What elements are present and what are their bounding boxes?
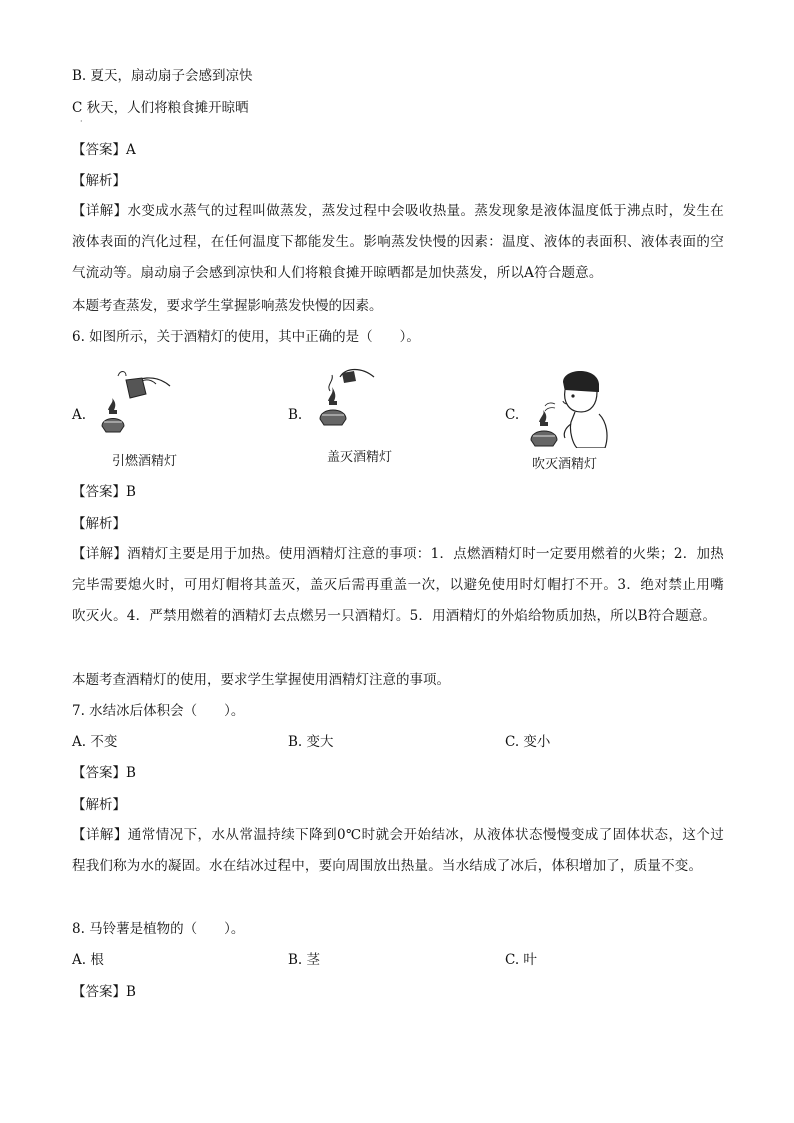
q7-option-a: A. 不变 (72, 734, 118, 750)
q6-stem: 6. 如图所示，关于酒精灯的使用，其中正确的是（ ）。 (72, 329, 420, 345)
q6-option-c-caption: 吹灭酒精灯 (532, 457, 598, 472)
q7-answer: 【答案】B (72, 765, 136, 781)
q7-option-b: B. 变大 (288, 734, 334, 750)
q6-option-a-letter: A. (72, 407, 87, 423)
q6-option-a-caption: 引燃酒精灯 (112, 454, 178, 469)
q8-answer: 【答案】B (72, 984, 136, 1000)
q6-answer: 【答案】B (72, 484, 136, 500)
q6-summary: 本题考查酒精灯的使用，要求学生掌握使用酒精灯注意的事项。 (72, 672, 450, 688)
q6-option-b-caption: 盖灭酒精灯 (327, 450, 393, 465)
q8-option-a: A. 根 (72, 952, 104, 968)
q5-detail: 【详解】水变成水蒸气的过程叫做蒸发，蒸发过程中会吸收热量。蒸发现象是液体温度低于沸点时，发生在液体表面的汽化过程，在任何温度下都能发生。影响蒸发快慢的因素：温度、液体的表面积、液体表面的空气流动等。扇动扇子会感到凉快和人们将粮食摊开晾晒都是加快蒸发，所以A符合题意。 (72, 203, 724, 281)
boy-blowing-illustration (525, 366, 613, 448)
q8-stem: 8. 马铃薯是植物的（ ）。 (72, 921, 245, 937)
lamp-capping-illustration (312, 363, 382, 437)
q7-analysis-label: 【解析】 (72, 797, 126, 813)
stray-mark: · (80, 117, 83, 126)
q6-option-b-letter: B. (288, 407, 303, 423)
q5-option-c: C 秋天，人们将粮食摊开晾晒 (72, 100, 249, 116)
q7-stem: 7. 水结冰后体积会（ ）。 (72, 703, 245, 719)
q5-option-b: B. 夏天，扇动扇子会感到凉快 (72, 68, 253, 84)
q8-option-c: C. 叶 (505, 952, 537, 968)
lamp-lighting-illustration (96, 368, 176, 440)
q6-option-c-letter: C. (505, 407, 520, 423)
q5-summary: 本题考查蒸发，要求学生掌握影响蒸发快慢的因素。 (72, 298, 383, 314)
q6-detail: 【详解】酒精灯主要是用于加热。使用酒精灯注意的事项：1．点燃酒精灯时一定要用燃着的火柴；2．加热完毕需要熄火时，可用灯帽将其盖灭，盖灭后需再重盖一次，以避免使用时灯帽打不开。3．绝对禁止用嘴吹灭火。4．严禁用燃着的酒精灯去点燃另一只酒精灯。5．用酒精灯的外焰给物质加热，所以B符合题意。 (72, 546, 724, 624)
q7-detail: 【详解】通常情况下，水从常温持续下降到0℃时就会开始结冰，从液体状态慢慢变成了固体状态，这个过程我们称为水的凝固。水在结冰过程中，要向周围放出热量。当水结成了冰后，体积增加了，质量不变。 (72, 827, 724, 874)
q7-option-c: C. 变小 (505, 734, 551, 750)
q6-analysis-label: 【解析】 (72, 516, 126, 532)
q5-answer: 【答案】A (72, 142, 136, 158)
q8-option-b: B. 茎 (288, 952, 321, 968)
q5-analysis-label: 【解析】 (72, 173, 126, 189)
